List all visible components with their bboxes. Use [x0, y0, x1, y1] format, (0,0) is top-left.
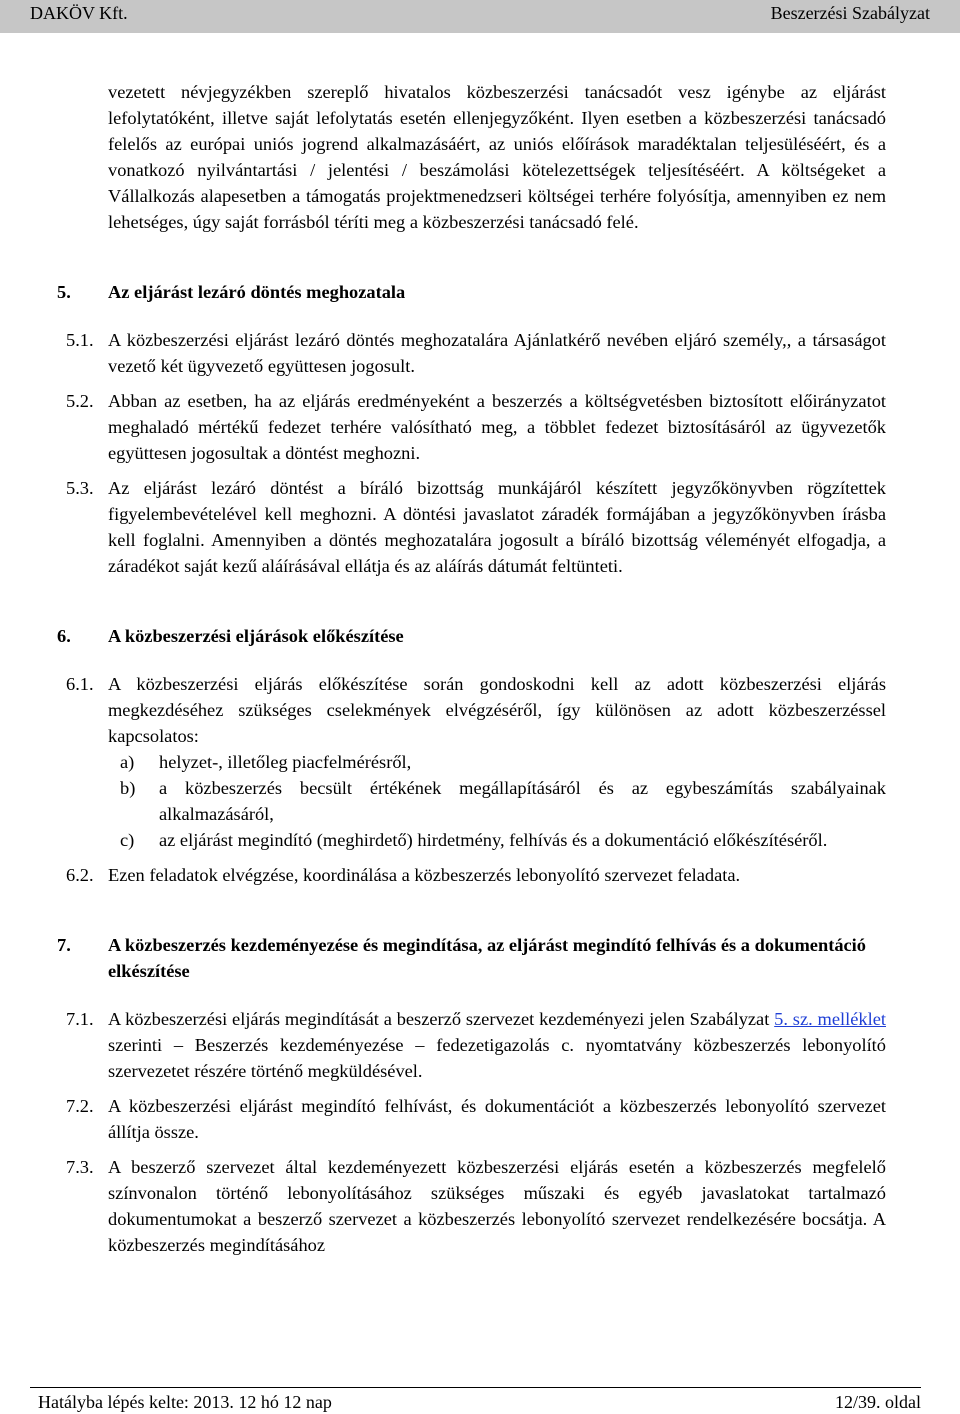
- paragraph-7-2: [57, 1093, 886, 1145]
- preparation-list: [57, 749, 886, 853]
- paragraph-number: 7.2.: [66, 1096, 94, 1116]
- paragraph-number: 7.1.: [66, 1009, 94, 1029]
- page-header: [0, 0, 960, 33]
- section-title: Az eljárást lezáró döntés meghozatala: [108, 282, 406, 302]
- paragraph-number: 6.1.: [66, 674, 94, 694]
- paragraph-text: A közbeszerzési eljárást megindító felhívást, és dokumentációt a közbeszerzés lebonyolító szervezet állítja össze.: [108, 1096, 886, 1142]
- effective-date: Hatályba lépés kelte: 2013. 12 hó 12 nap: [38, 1392, 332, 1412]
- paragraph-text-start: A közbeszerzési eljárás megindítását a beszerző szervezet kezdeményezi jelen Szabályzat: [108, 1009, 775, 1029]
- section-6-heading: [57, 623, 886, 649]
- paragraph-6-2: [57, 862, 886, 888]
- paragraph-number: 5.3.: [66, 478, 94, 498]
- header-company: DAKÖV Kft.: [30, 3, 128, 23]
- paragraph-text: Az eljárást lezáró döntést a bíráló bizottság munkájáról készített jegyzőkönyvben rögzítettek figyelembevételével kell meghozni. A döntési javaslatot záradék formájában a jegyzőkönyvben írásba kell foglalni. Amennyiben a döntés meghozatalára jogosult a bíráló bizottság véleményét elfogadja, a záradékot saját kezű aláírásával ellátja és az aláírás dátumát feltünteti.: [108, 478, 886, 576]
- document-body: [57, 79, 886, 1258]
- section-title: A közbeszerzés kezdeményezése és megindítása, az eljárást megindító felhívás és a dokumentáció elkészítése: [108, 935, 866, 981]
- paragraph-text: Ezen feladatok elvégzése, koordinálása a közbeszerzés lebonyolító szervezet feladata.: [108, 865, 741, 885]
- section-7-heading: [57, 932, 886, 984]
- list-letter: a): [120, 752, 135, 772]
- list-letter: c): [120, 830, 135, 850]
- paragraph-text: A közbeszerzési eljárás előkészítése során gondoskodni kell az adott közbeszerzési eljárás megkezdéséhez szükséges cselekmények elvégzéséről, így különösen az adott közbeszerzéssel kapcsolatos:: [108, 674, 886, 746]
- section-5-heading: [57, 279, 886, 305]
- paragraph-7-1: [57, 1006, 886, 1084]
- paragraph-text: A közbeszerzési eljárást lezáró döntés meghozatalára Ajánlatkérő nevében eljáró személy,, a társaságot vezető két ügyvezető együttesen jogosult.: [108, 330, 886, 376]
- paragraph-number: 5.1.: [66, 330, 94, 350]
- list-item: [108, 749, 886, 775]
- section-number: 7.: [57, 935, 71, 955]
- page-number: 12/39. oldal: [835, 1392, 921, 1412]
- list-item: [108, 827, 886, 853]
- paragraph-text: A beszerző szervezet által kezdeményezett közbeszerzési eljárás esetén a közbeszerzés megfelelő színvonalon történő lebonyolításához szükséges műszaki és egyéb javaslatokat tartalmazó dokumentumokat a beszerző szervezet a közbeszerzés lebonyolító szervezet rendelkezésére bocsátja. A közbeszerzés megindításához: [108, 1157, 886, 1255]
- section-number: 5.: [57, 282, 71, 302]
- paragraph-5-1: [57, 327, 886, 379]
- paragraph-number: 7.3.: [66, 1157, 94, 1177]
- paragraph-number: 5.2.: [66, 391, 94, 411]
- header-document-title: Beszerzési Szabályzat: [770, 3, 930, 23]
- paragraph-text: Abban az esetben, ha az eljárás eredményeként a beszerzés a költségvetésben biztosított előirányzatot meghaladó mértékű fedezet terhére valósítható meg, a többlet fedezet biztosításáról az ügyvezetők együttesen jogosultak a döntést meghozni.: [108, 391, 886, 463]
- section-number: 6.: [57, 626, 71, 646]
- intro-paragraph: vezetett névjegyzékben szereplő hivatalos közbeszerzési tanácsadót vesz igénybe az eljárást lefolytatóként, illetve saját lefolytatás esetén ellenjegyzőként. Ilyen esetben a közbeszerzési tanácsadó felelős az európai uniós jogrend alkalmazásáért, az uniós előírások maradéktalan teljesüléséért, és a vonatkozó nyilvántartási / jelentési / beszámolási kötelezettségek teljesítéséért. A költségeket a Vállalkozás alapesetben a támogatás projektmenedzseri költségei terhére folyósítja, amennyiben ez nem lehetséges, úgy saját forrásból téríti meg a közbeszerzési tanácsadó felé.: [108, 82, 886, 232]
- list-letter: b): [120, 778, 136, 798]
- paragraph-number: 6.2.: [66, 865, 94, 885]
- paragraph-6-1: [57, 671, 886, 749]
- page-footer: [30, 1387, 921, 1412]
- list-item: [108, 775, 886, 827]
- list-text: az eljárást megindító (meghirdető) hirdetmény, felhívás és a dokumentáció előkészítéséről.: [159, 830, 828, 850]
- paragraph-5-3: [57, 475, 886, 579]
- list-text: a közbeszerzés becsült értékének megállapításáról és az egybeszámítás szabályainak alkalmazásáról,: [159, 778, 886, 824]
- paragraph-text-end: szerinti – Beszerzés kezdeményezése – fedezetigazolás c. nyomtatvány közbeszerzés lebonyolító szervezetet részére történő megküldésével.: [108, 1035, 886, 1081]
- paragraph-7-3: [57, 1154, 886, 1258]
- list-text: helyzet-, illetőleg piacfelmérésről,: [159, 752, 412, 772]
- section-title: A közbeszerzési eljárások előkészítése: [108, 626, 404, 646]
- paragraph-5-2: [57, 388, 886, 466]
- annex-5-link[interactable]: 5. sz. melléklet: [774, 1009, 886, 1029]
